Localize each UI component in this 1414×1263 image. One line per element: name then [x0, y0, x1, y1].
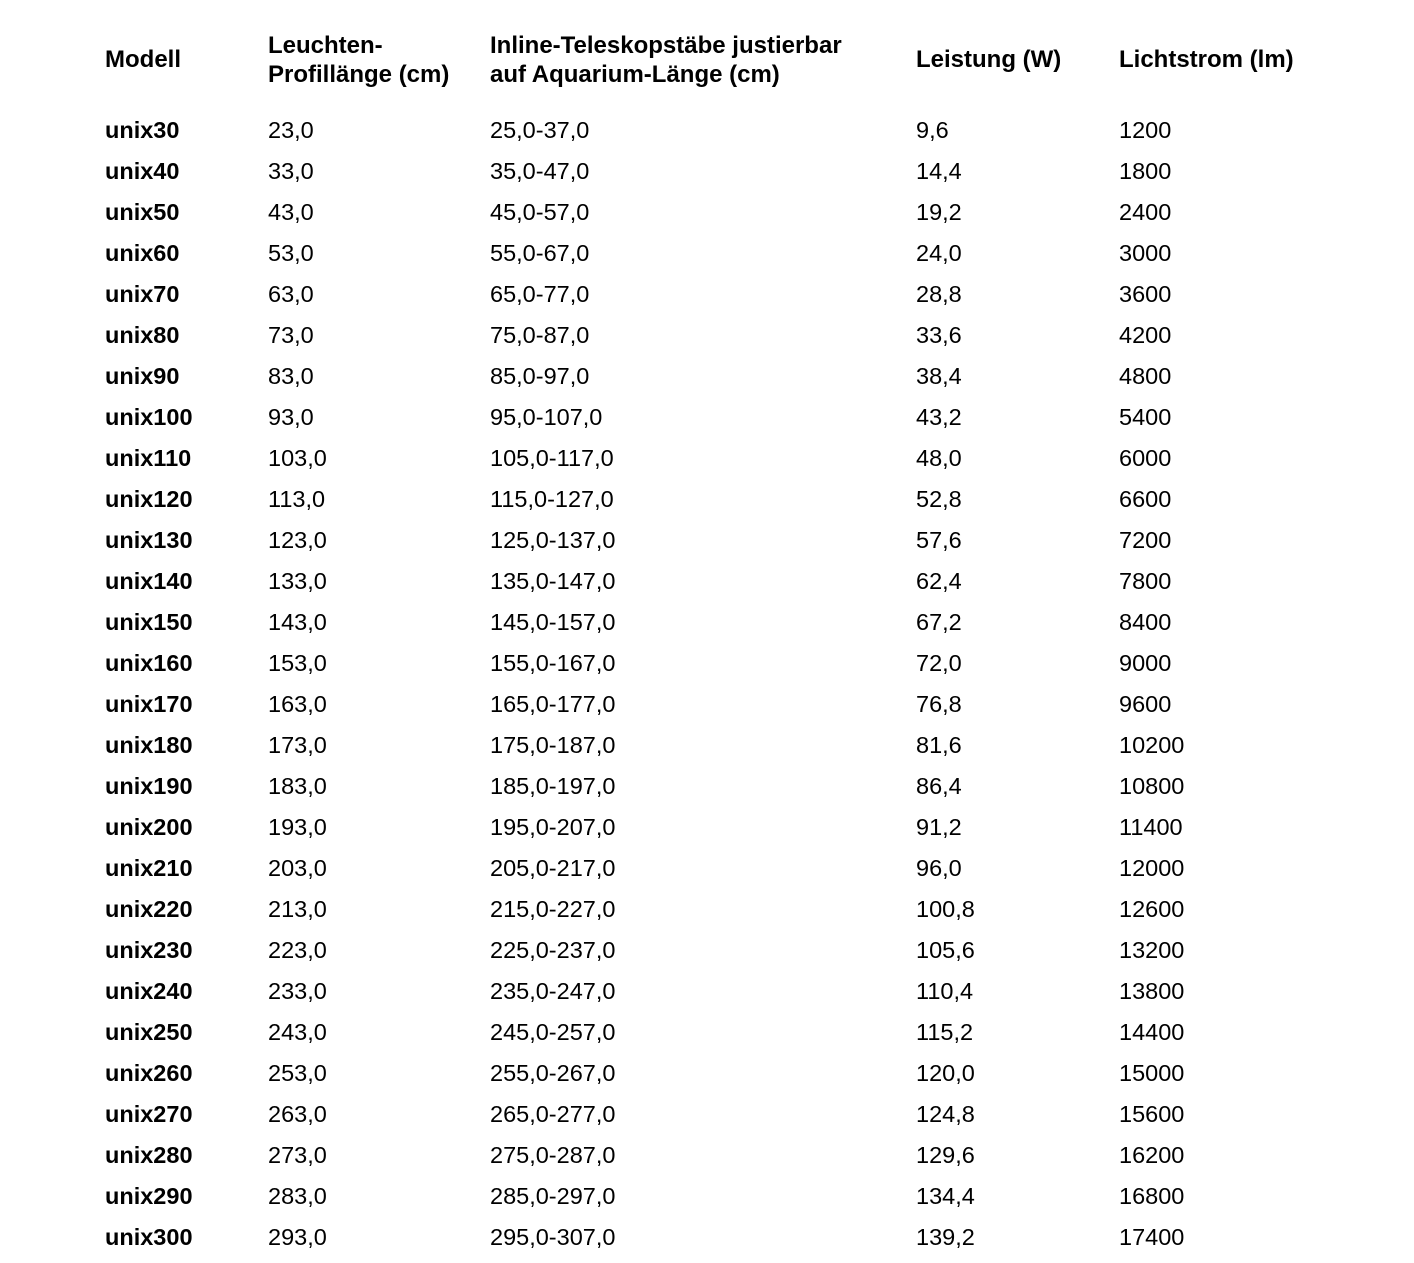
cell-telescope-range: 295,0-307,0: [490, 1224, 616, 1250]
table-row: [105, 1012, 1319, 1053]
table-row: [105, 1053, 1319, 1094]
table-row: [105, 766, 1319, 807]
cell-telescope-range: 75,0-87,0: [490, 322, 590, 348]
cell-telescope-range: 215,0-227,0: [490, 896, 616, 922]
cell-profile-length: 123,0: [268, 527, 327, 553]
table-row: [105, 971, 1319, 1012]
cell-model: unix50: [105, 199, 180, 225]
header-profile-length: Leuchten- Profillänge (cm): [268, 31, 450, 88]
cell-telescope-range: 45,0-57,0: [490, 199, 590, 225]
cell-profile-length: 163,0: [268, 691, 327, 717]
table-row: [105, 1135, 1319, 1176]
cell-luminous-flux: 13800: [1119, 978, 1185, 1004]
cell-model: unix180: [105, 732, 193, 758]
cell-luminous-flux: 9000: [1119, 650, 1172, 676]
cell-telescope-range: 235,0-247,0: [490, 978, 616, 1004]
cell-luminous-flux: 2400: [1119, 199, 1172, 225]
cell-luminous-flux: 14400: [1119, 1019, 1185, 1045]
cell-telescope-range: 95,0-107,0: [490, 404, 603, 430]
cell-model: unix290: [105, 1183, 193, 1209]
cell-telescope-range: 125,0-137,0: [490, 527, 616, 553]
cell-luminous-flux: 17400: [1119, 1224, 1185, 1250]
cell-luminous-flux: 3000: [1119, 240, 1172, 266]
table-row: [105, 479, 1319, 520]
table-row: [105, 930, 1319, 971]
cell-telescope-range: 115,0-127,0: [490, 486, 614, 512]
cell-model: unix140: [105, 568, 193, 594]
cell-telescope-range: 265,0-277,0: [490, 1101, 616, 1127]
cell-profile-length: 133,0: [268, 568, 327, 594]
cell-power: 86,4: [916, 773, 962, 799]
table-row: [105, 889, 1319, 930]
cell-model: unix80: [105, 322, 180, 348]
header-power: Leistung (W): [916, 46, 1062, 73]
cell-profile-length: 113,0: [268, 486, 326, 512]
cell-power: 33,6: [916, 322, 962, 348]
cell-profile-length: 143,0: [268, 609, 327, 635]
cell-telescope-range: 85,0-97,0: [490, 363, 590, 389]
table-row: [105, 1217, 1319, 1258]
header-row: [105, 28, 1319, 91]
cell-profile-length: 223,0: [268, 937, 327, 963]
cell-power: 62,4: [916, 568, 962, 594]
cell-telescope-range: 65,0-77,0: [490, 281, 590, 307]
cell-power: 100,8: [916, 896, 975, 922]
cell-power: 67,2: [916, 609, 962, 635]
cell-model: unix250: [105, 1019, 193, 1045]
cell-luminous-flux: 4200: [1119, 322, 1172, 348]
cell-profile-length: 93,0: [268, 404, 314, 430]
cell-power: 9,6: [916, 117, 949, 143]
cell-model: unix30: [105, 117, 180, 143]
cell-luminous-flux: 9600: [1119, 691, 1172, 717]
cell-power: 38,4: [916, 363, 962, 389]
cell-profile-length: 103,0: [268, 445, 327, 471]
cell-model: unix170: [105, 691, 193, 717]
cell-profile-length: 183,0: [268, 773, 327, 799]
cell-telescope-range: 225,0-237,0: [490, 937, 616, 963]
cell-model: unix90: [105, 363, 180, 389]
cell-telescope-range: 25,0-37,0: [490, 117, 590, 143]
table-row: [105, 602, 1319, 643]
cell-luminous-flux: 16800: [1119, 1183, 1185, 1209]
cell-luminous-flux: 3600: [1119, 281, 1172, 307]
cell-profile-length: 193,0: [268, 814, 327, 840]
cell-telescope-range: 175,0-187,0: [490, 732, 616, 758]
cell-profile-length: 153,0: [268, 650, 327, 676]
table-row: [105, 561, 1319, 602]
cell-model: unix100: [105, 404, 193, 430]
cell-power: 57,6: [916, 527, 962, 553]
cell-profile-length: 33,0: [268, 158, 314, 184]
cell-model: unix60: [105, 240, 180, 266]
cell-power: 24,0: [916, 240, 962, 266]
cell-telescope-range: 165,0-177,0: [490, 691, 616, 717]
cell-luminous-flux: 13200: [1119, 937, 1185, 963]
cell-luminous-flux: 4800: [1119, 363, 1172, 389]
cell-profile-length: 73,0: [268, 322, 314, 348]
table-row: [105, 1176, 1319, 1217]
cell-power: 91,2: [916, 814, 962, 840]
cell-model: unix190: [105, 773, 193, 799]
cell-profile-length: 293,0: [268, 1224, 327, 1250]
cell-power: 120,0: [916, 1060, 975, 1086]
cell-power: 115,2: [916, 1019, 974, 1045]
cell-telescope-range: 245,0-257,0: [490, 1019, 616, 1045]
cell-profile-length: 243,0: [268, 1019, 327, 1045]
cell-model: unix230: [105, 937, 193, 963]
cell-telescope-range: 105,0-117,0: [490, 445, 614, 471]
cell-model: unix200: [105, 814, 193, 840]
cell-profile-length: 273,0: [268, 1142, 327, 1168]
cell-luminous-flux: 15000: [1119, 1060, 1185, 1086]
cell-power: 43,2: [916, 404, 962, 430]
cell-luminous-flux: 16200: [1119, 1142, 1185, 1168]
cell-profile-length: 233,0: [268, 978, 327, 1004]
cell-model: unix260: [105, 1060, 193, 1086]
table-row: [105, 848, 1319, 889]
cell-power: 134,4: [916, 1183, 975, 1209]
table-row: [105, 684, 1319, 725]
cell-telescope-range: 135,0-147,0: [490, 568, 616, 594]
cell-telescope-range: 145,0-157,0: [490, 609, 616, 635]
cell-telescope-range: 255,0-267,0: [490, 1060, 616, 1086]
table-row: [105, 315, 1319, 356]
cell-power: 81,6: [916, 732, 962, 758]
cell-power: 19,2: [916, 199, 962, 225]
table-row: [105, 725, 1319, 766]
cell-luminous-flux: 8400: [1119, 609, 1172, 635]
table-row: [105, 520, 1319, 561]
cell-model: unix240: [105, 978, 193, 1004]
cell-model: unix120: [105, 486, 193, 512]
cell-luminous-flux: 10800: [1119, 773, 1185, 799]
cell-profile-length: 43,0: [268, 199, 314, 225]
cell-profile-length: 263,0: [268, 1101, 327, 1127]
cell-power: 124,8: [916, 1101, 975, 1127]
cell-luminous-flux: 12000: [1119, 855, 1185, 881]
cell-profile-length: 53,0: [268, 240, 314, 266]
cell-power: 28,8: [916, 281, 962, 307]
cell-telescope-range: 275,0-287,0: [490, 1142, 616, 1168]
cell-telescope-range: 195,0-207,0: [490, 814, 616, 840]
table-row: [105, 356, 1319, 397]
table-row: [105, 643, 1319, 684]
cell-model: unix40: [105, 158, 180, 184]
cell-model: unix150: [105, 609, 193, 635]
table-row: [105, 438, 1319, 479]
cell-luminous-flux: 1200: [1119, 117, 1172, 143]
cell-telescope-range: 155,0-167,0: [490, 650, 616, 676]
cell-telescope-range: 55,0-67,0: [490, 240, 590, 266]
header-model: Modell: [105, 46, 181, 73]
cell-telescope-range: 185,0-197,0: [490, 773, 616, 799]
cell-profile-length: 213,0: [268, 896, 327, 922]
header-spacer: [105, 91, 1319, 110]
cell-profile-length: 23,0: [268, 117, 314, 143]
cell-model: unix130: [105, 527, 193, 553]
cell-luminous-flux: 10200: [1119, 732, 1185, 758]
spec-table: [105, 28, 1319, 1258]
cell-model: unix220: [105, 896, 193, 922]
cell-model: unix160: [105, 650, 193, 676]
table-body: [105, 91, 1319, 1258]
cell-power: 52,8: [916, 486, 962, 512]
cell-model: unix270: [105, 1101, 193, 1127]
table-row: [105, 397, 1319, 438]
cell-profile-length: 283,0: [268, 1183, 327, 1209]
cell-power: 110,4: [916, 978, 974, 1004]
cell-model: unix70: [105, 281, 180, 307]
cell-telescope-range: 285,0-297,0: [490, 1183, 616, 1209]
cell-telescope-range: 35,0-47,0: [490, 158, 590, 184]
cell-luminous-flux: 6000: [1119, 445, 1172, 471]
cell-power: 72,0: [916, 650, 962, 676]
table-row: [105, 110, 1319, 151]
cell-power: 139,2: [916, 1224, 975, 1250]
cell-power: 96,0: [916, 855, 962, 881]
cell-profile-length: 173,0: [268, 732, 327, 758]
table-row: [105, 192, 1319, 233]
cell-model: unix110: [105, 445, 192, 471]
cell-luminous-flux: 5400: [1119, 404, 1172, 430]
cell-luminous-flux: 7800: [1119, 568, 1172, 594]
cell-luminous-flux: 15600: [1119, 1101, 1185, 1127]
cell-telescope-range: 205,0-217,0: [490, 855, 616, 881]
header-telescope-range: Inline-Teleskopstäbe justierbar auf Aquarium-Länge (cm): [490, 31, 842, 88]
cell-power: 129,6: [916, 1142, 975, 1168]
cell-luminous-flux: 1800: [1119, 158, 1172, 184]
cell-model: unix210: [105, 855, 193, 881]
table-row: [105, 151, 1319, 192]
table-row: [105, 274, 1319, 315]
cell-power: 48,0: [916, 445, 962, 471]
table-row: [105, 1094, 1319, 1135]
cell-profile-length: 253,0: [268, 1060, 327, 1086]
cell-model: unix300: [105, 1224, 193, 1250]
cell-luminous-flux: 7200: [1119, 527, 1172, 553]
cell-power: 105,6: [916, 937, 975, 963]
cell-power: 76,8: [916, 691, 962, 717]
cell-profile-length: 83,0: [268, 363, 314, 389]
cell-profile-length: 203,0: [268, 855, 327, 881]
header-luminous-flux: Lichtstrom (lm): [1119, 46, 1294, 73]
table-row: [105, 807, 1319, 848]
cell-luminous-flux: 6600: [1119, 486, 1172, 512]
cell-model: unix280: [105, 1142, 193, 1168]
cell-luminous-flux: 12600: [1119, 896, 1185, 922]
cell-power: 14,4: [916, 158, 962, 184]
cell-profile-length: 63,0: [268, 281, 314, 307]
cell-luminous-flux: 11400: [1119, 814, 1183, 840]
table-row: [105, 233, 1319, 274]
